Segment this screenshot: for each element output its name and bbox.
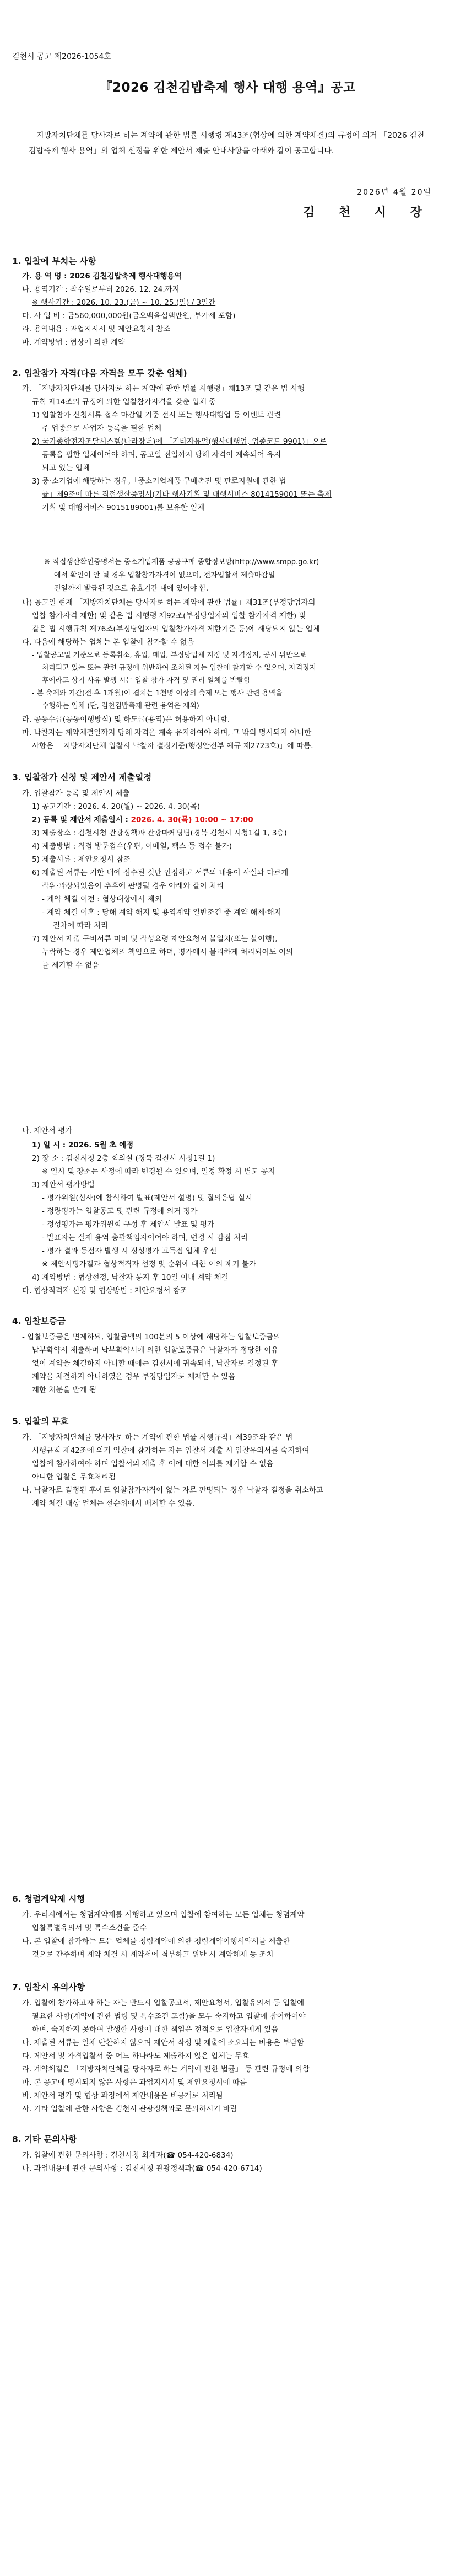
s2-item2: 2) 국가종합전자조달시스템(나라장터)에 「기타자유업(행사대행업, 업종코드 9901)」으로 — [32, 437, 327, 446]
s5-a1d: 아니한 입찰은 무효처리됨 — [32, 1473, 116, 1482]
notice-number: 김천시 공고 제2026-1054호 — [12, 52, 111, 61]
s3-a3: 3) 제출장소 : 김천시청 관광정책과 관광마케팅팀(경북 김천시 시청1길 1, 3층) — [32, 829, 287, 838]
s8-a: 가. 입찰에 관한 문의사항 : 김천시청 회계과(☎ 054-420-6834) — [22, 2151, 234, 2160]
s3-a7c: 를 제기할 수 없음 — [42, 961, 100, 970]
s1-content: 라. 용역내용 : 과업지시서 및 제안요청서 참조 — [22, 325, 171, 334]
s3-a2: 2) 등록 및 제안서 제출일시 : 2026. 4. 30(목) 10:00 ~ 17:00 — [32, 815, 253, 824]
s4-a1e: 제한 처분을 받게 됨 — [32, 1386, 97, 1394]
s7-e1: 마. 본 공고에 명시되지 않은 사항은 과업지시서 및 제안요청서에 따름 — [22, 2078, 247, 2087]
s2-item2c: 되고 있는 업체 — [42, 464, 90, 473]
s2-c1ab: 처리되고 있는 또는 관련 규정에 위반하여 조치된 자는 입찰에 참가할 수 없으며, 자격정지 — [42, 664, 316, 672]
s3-a7b: 누락하는 경우 제안업체의 책임으로 하며, 평가에서 불리하게 처리되어도 이의 — [42, 948, 293, 957]
s2-c1: 다. 다음에 해당하는 업체는 본 입찰에 참가할 수 없음 — [22, 638, 194, 647]
s3-a6b: 작위·과장되었음이 추후에 판명될 경우 아래와 같이 처리 — [42, 882, 224, 890]
s7-a1: 가. 입찰에 참가하고자 하는 자는 반드시 입찰공고서, 제안요청서, 입찰유의서 등 입찰에 — [22, 1999, 305, 2008]
section-7-heading: 7. 입찰시 유의사항 — [12, 1982, 85, 1992]
s2-a-line2: 규칙 제14조의 규정에 의한 입찰참가자격을 갖춘 업체 중 — [32, 398, 216, 406]
s3-b3c: - 정성평가는 평가위원회 구성 후 제안서 발표 및 평가 — [42, 1220, 215, 1229]
s2-e1b: 사항은 「지방자치단체 입찰시 낙찰자 결정기준(행정안전부 예규 제2723호)」에 따름. — [32, 742, 313, 750]
section-8-heading: 8. 기타 문의사항 — [12, 2134, 77, 2144]
s3-b2: 2) 장 소 : 김천시청 2층 회의실 (경북 김천시 시청1길 1) — [32, 1154, 215, 1163]
s2-b1: 나) 공고일 현재 「지방자치단체를 당사자로 하는 계약에 관한 법률」제31조(부정당업자의 — [22, 598, 316, 607]
s2-c1ac: 후에라도 상기 사유 발생 시는 입찰 참가 자격 및 권리 일체를 박탈함 — [42, 677, 251, 685]
s4-a1b: 납부확약서 제출하며 납부확약서에 의한 입찰보증금은 낙찰자가 정당한 이유 — [32, 1346, 279, 1355]
s3-a4: 4) 제출방법 : 직접 방문접수(우편, 이메일, 팩스 등 접수 불가) — [32, 842, 232, 851]
s3-b-note: ※ 일시 및 장소는 사정에 따라 변경될 수 있으며, 일정 확정 시 별도 공지 — [42, 1167, 275, 1176]
s5-b1: 나. 낙찰자로 결정된 후에도 입찰참가자격이 없는 자로 판명되는 경우 낙찰자 결정을 취소하고 — [22, 1486, 324, 1495]
signature: 김 천 시 장 — [303, 206, 432, 219]
s6-a1: 가. 우리시에서는 청렴계약제를 시행하고 있으며 입찰에 참여하는 모든 업체는 청렴계약 — [22, 1910, 305, 1919]
s3-a6e: 절차에 따라 처리 — [53, 921, 108, 930]
s4-a1c: 없이 계약을 체결하지 아니할 때에는 김천시에 귀속되며, 낙찰자로 결정된 후 — [32, 1359, 279, 1368]
s3-a6c: - 계약 체결 이전 : 협상대상에서 제외 — [42, 895, 162, 904]
notice-date: 2026년 4월 20일 — [357, 188, 432, 197]
s2-note1: ※ 직접생산확인증명서는 중소기업제품 공공구매 종합정보망(http://www.smpp.go.kr) — [44, 558, 319, 566]
s5-a1: 가. 「지방자치단체를 당사자로 하는 계약에 관한 법률 시행규칙」제39조와 같은 법 — [22, 1433, 293, 1442]
s3-b: 나. 제안서 평가 — [22, 1126, 73, 1135]
s5-a1b: 시행규칙 제42조에 의거 입찰에 참가하는 자는 입찰서 제출 시 입찰유의서를 숙지하여 — [32, 1446, 310, 1455]
s2-note1b: 에서 확인이 안 될 경우 입찰참가자격이 없으며, 전자입찰서 제출마감일 — [54, 571, 275, 579]
section-4-heading: 4. 입찰보증금 — [12, 1316, 66, 1326]
s1-event-period: ※ 행사기간 : 2026. 10. 23.(금) ~ 10. 25.(일) / 3일간 — [32, 298, 216, 307]
s2-b1b: 입찰 참가자격 제한) 및 같은 법 시행령 제92조(부정당업자의 입찰 참가자격 제한) 및 — [32, 611, 306, 620]
s8-b: 나. 과업내용에 관한 문의사항 : 김천시청 관광정책과(☎ 054-420-6714) — [22, 2164, 262, 2173]
s3-a7: 7) 제안서 제출 구비서류 미비 및 작성요령 제안요청서 불일치(또는 불이행), — [32, 935, 278, 943]
s2-item3: 3) 중·소기업에 해당하는 경우,「중소기업제품 구매촉진 및 판로지원에 관한 법 — [32, 477, 286, 486]
section-6-heading: 6. 청렴계약제 시행 — [12, 1894, 85, 1904]
s7-d1: 라. 계약체결은 「지방자치단체를 당사자로 하는 계약에 관한 법률」 등 관련 규정에 의함 — [22, 2065, 310, 2074]
s1-service-name: 가. 용 역 명 : 2026 김천김밥축제 행사대행용역 — [22, 272, 182, 281]
s2-item3c: 기획 및 대행서비스 9015189001)를 보유한 업체 — [42, 503, 205, 512]
s1-period: 나. 용역기간 : 착수일로부터 2026. 12. 24.까지 — [22, 285, 180, 294]
s3-b3b: - 정량평가는 입찰공고 및 관련 규정에 의거 평가 — [42, 1207, 198, 1216]
s1-method: 마. 계약방법 : 협상에 의한 계약 — [22, 338, 125, 347]
s2-d1: 라. 공동수급(공동이행방식) 및 하도급(용역)은 허용하지 아니함. — [22, 715, 230, 724]
section-3-heading: 3. 입찰참가 신청 및 제안서 제출일정 — [12, 772, 152, 782]
s2-c1b: - 본 축제와 기간(전·후 1개월)이 겹치는 1천명 이상의 축제 또는 행사 관련 용역을 — [32, 689, 283, 697]
s6-a1b: 입찰특별유의서 및 특수조건을 준수 — [32, 1924, 147, 1933]
s3-b4: 4) 계약방법 : 협상선정, 낙찰자 통지 후 10일 이내 계약 체결 — [32, 1273, 229, 1282]
s4-a1: - 입찰보증금은 면제하되, 입찰금액의 100분의 5 이상에 해당하는 입찰보증금의 — [22, 1333, 281, 1341]
s7-b1: 나. 제출된 서류는 일체 반환하지 않으며 제안서 작성 및 제출에 소요되는 비용은 부담함 — [22, 2038, 305, 2047]
s2-c1bb: 수행하는 업체 (단, 김천김밥축제 관련 용역은 제외) — [42, 702, 199, 710]
s3-b3: 3) 제안서 평가방법 — [32, 1180, 95, 1189]
s2-item2b: 등록을 필한 업체이어야 하며, 공고일 전일까지 당해 자격이 계속되어 유지 — [42, 450, 281, 459]
s2-e1: 마. 낙찰자는 계약체결일까지 당해 자격을 계속 유지하여야 하며, 그 밖의 명시되지 아니한 — [22, 728, 312, 737]
s3-a5: 5) 제출서류 : 제안요청서 참조 — [32, 855, 131, 864]
s7-a1c: 하며, 숙지하지 못하여 발생한 사항에 대한 책임은 전적으로 입찰자에게 있음 — [32, 2025, 279, 2034]
s7-c1: 다. 제안서 및 가격입찰서 중 어느 하나라도 제출하지 않은 업체는 무효 — [22, 2052, 250, 2060]
s2-b1c: 같은 법 시행규칙 제76조(부정당업자의 입찰참가자격 제한기준 등)에 해당되지 않는 업체 — [32, 625, 320, 634]
s2-item3b: 률」제9조에 따른 직접생산증명서(기타 행사기획 및 대행서비스 8014159001 또는 축제 — [42, 490, 332, 499]
s3-c: 다. 협상적격자 선정 및 협상방법 : 제안요청서 참조 — [22, 1286, 187, 1295]
s3-a: 가. 입찰참가 등록 및 제안서 제출 — [22, 789, 130, 798]
s5-b1b: 계약 체결 대상 업체는 선순위에서 배제할 수 있음. — [32, 1499, 195, 1508]
section-2-heading: 2. 입찰참가 자격(다음 자격을 모두 갖춘 업체) — [12, 368, 187, 378]
s2-a-line1: 가. 「지방자치단체를 당사자로 하는 계약에 관한 법률 시행령」제13조 및 같은 법 시행 — [22, 384, 305, 393]
s3-b3d: - 발표자는 실제 용역 총괄책임자이어야 하며, 변경 시 감점 처리 — [42, 1233, 248, 1242]
s2-c1a: - 입찰공고일 기준으로 등록취소, 휴업, 폐업, 부정당업체 지정 및 자격정지, 공시 위반으로 — [32, 651, 307, 659]
s1-budget: 다. 사 업 비 : 금560,000,000원(금오백육십백만원, 부가세 포함) — [22, 312, 236, 320]
section-1-heading: 1. 입찰에 부치는 사항 — [12, 256, 96, 266]
s3-a6d: - 계약 체결 이후 : 당해 계약 해지 및 용역계약 일반조건 중 계약 해제·해지 — [42, 908, 281, 917]
s5-a1c: 입찰에 참가하여야 하며 입찰서의 제출 후 이에 대한 이의를 제기할 수 없음 — [32, 1459, 274, 1468]
s3-b1: 1) 일 시 : 2026. 5월 초 예정 — [32, 1141, 134, 1150]
page-title: 『2026 김천김밥축제 행사 대행 용역』공고 — [99, 80, 356, 95]
s3-b3e: - 평가 결과 동점자 발생 시 정성평가 고득점 업체 우선 — [42, 1247, 217, 1255]
s4-a1d: 계약을 체결하지 아니하였을 경우 부정당업자로 제재할 수 있음 — [32, 1372, 236, 1381]
s3-a6: 6) 제출된 서류는 기한 내에 접수된 것만 인정하고 서류의 내용이 사실과 다르게 — [32, 868, 289, 877]
s3-b3a: - 평가위원(심사)에 참석하여 발표(제안서 설명) 및 질의응답 실시 — [42, 1194, 253, 1203]
s3-a1: 1) 공고기간 : 2026. 4. 20(월) ~ 2026. 4. 30(목) — [32, 802, 201, 811]
s6-b1b: 것으로 간주하며 계약 체결 시 계약서에 첨부하고 위반 시 계약해제 등 조치 — [32, 1950, 274, 1959]
intro-paragraph: 지방자치단체를 당사자로 하는 계약에 관한 법률 시행령 제43조(협상에 의한 계약체결)의 규정에 의거 「2026 김천김밥축제 행사 용역」의 업체 선정을 위한 제안서 제출 안내사항을 아래와 같이 공고합니다. — [29, 131, 425, 155]
s7-f1: 바. 제안서 평가 및 협상 과정에서 제안내용은 비공개로 처리됨 — [22, 2091, 223, 2100]
s2-note1c: 전일까지 발급된 것으로 유효기간 내에 있어야 함. — [54, 584, 209, 593]
s3-b-note2: ※ 제안서평가결과 협상적격자 선정 및 순위에 대한 이의 제기 불가 — [42, 1260, 256, 1269]
s7-g1: 사. 기타 입찰에 관한 사항은 김천시 관광정책과로 문의하시기 바람 — [22, 2105, 237, 2113]
section-5-heading: 5. 입찰의 무효 — [12, 1416, 69, 1426]
s6-b1: 나. 본 입찰에 참가하는 모든 업체를 청렴계약에 의한 청렴계약이행서약서를 제출한 — [22, 1937, 290, 1946]
s2-item1: 1) 입찰참가 신청서류 접수 마감일 기준 전시 또는 행사대행업 등 이벤트 관련 — [32, 411, 281, 420]
s2-item1b: 주 업종으로 사업자 등록을 필한 업체 — [42, 424, 162, 433]
s7-a1b: 필요한 사항(계약에 관한 법령 및 특수조건 포함)을 모두 숙지하고 입찰에 참여하여야 — [32, 2012, 306, 2021]
